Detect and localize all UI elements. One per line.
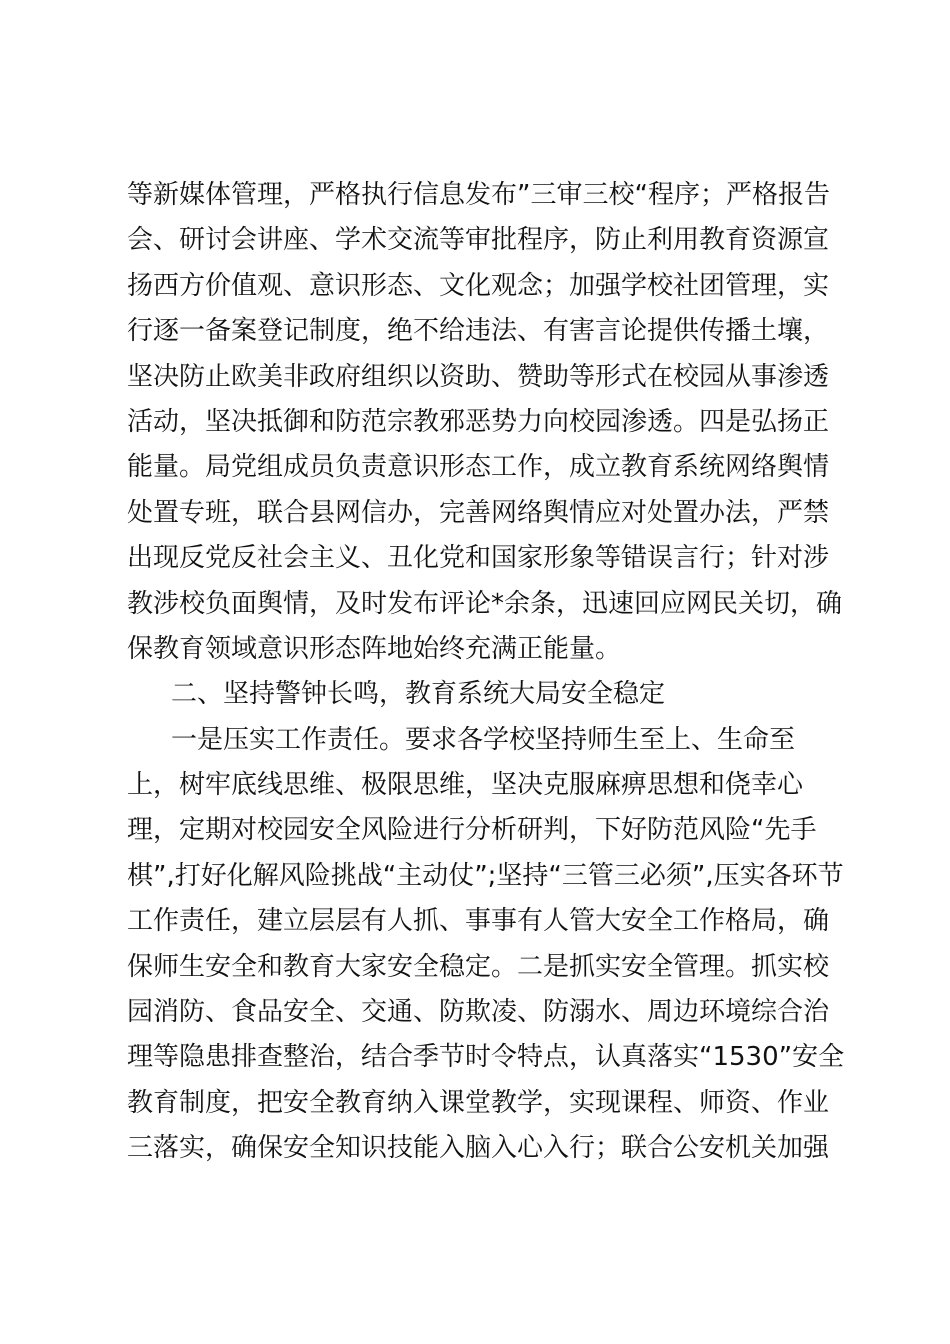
text-line: 行逐一备案登记制度，绝不给违法、有害言论提供传播土壤， (127, 316, 830, 347)
text-line: 出现反党反社会主义、丑化党和国家形象等错误言行；针对涉 (127, 543, 830, 574)
text-line: 扬西方价值观、意识形态、文化观念；加强学校社团管理，实 (127, 270, 830, 301)
section-heading: 二、坚持警钟长鸣，教育系统大局安全稳定 (171, 679, 666, 710)
text-line: 理等隐患排查整治，结合季节时令特点，认真落实“1530”安全 (127, 1042, 845, 1073)
text-line: 保师生安全和教育大家安全稳定。二是抓实安全管理。抓实校 (127, 951, 830, 982)
paragraph-first-line: 一是压实工作责任。要求各学校坚持师生至上、生命至 (171, 724, 796, 755)
text-line: 能量。局党组成员负责意识形态工作，成立教育系统网络舆情 (127, 452, 830, 483)
text-line: 园消防、食品安全、交通、防欺凌、防溺水、周边环境综合治 (127, 997, 830, 1028)
body-text (127, 173, 845, 1172)
text-line: 工作责任，建立层层有人抓、事事有人管大安全工作格局，确 (127, 906, 830, 937)
text-line: 坚决防止欧美非政府组织以资助、赞助等形式在校园从事渗透 (127, 361, 830, 392)
text-line: 理，定期对校园安全风险进行分析研判，下好防范风险“先手 (127, 815, 817, 846)
text-line: 教育制度，把安全教育纳入课堂教学，实现课程、师资、作业 (127, 1087, 830, 1118)
text-line: 处置专班，联合县网信办，完善网络舆情应对处置办法，严禁 (127, 497, 830, 528)
text-line: 上，树牢底线思维、极限思维，坚决克服麻痹思想和侥幸心 (127, 770, 804, 801)
text-line: 活动，坚决抵御和防范宗教邪恶势力向校园渗透。四是弘扬正 (127, 406, 830, 437)
text-line: 保教育领域意识形态阵地始终充满正能量。 (127, 633, 622, 664)
text-line: 三落实，确保安全知识技能入脑入心入行；联合公安机关加强 (127, 1133, 830, 1164)
text-line: 教涉校负面舆情，及时发布评论*余条，迅速回应网民关切，确 (127, 588, 843, 619)
text-line: 会、研讨会讲座、学术交流等审批程序，防止利用教育资源宣 (127, 225, 830, 256)
text-line: 等新媒体管理，严格执行信息发布”三审三校“程序；严格报告 (127, 180, 830, 210)
text-line: 棋”,打好化解风险挑战“主动仗”;坚持“三管三必须”,压实各环节 (127, 860, 844, 891)
